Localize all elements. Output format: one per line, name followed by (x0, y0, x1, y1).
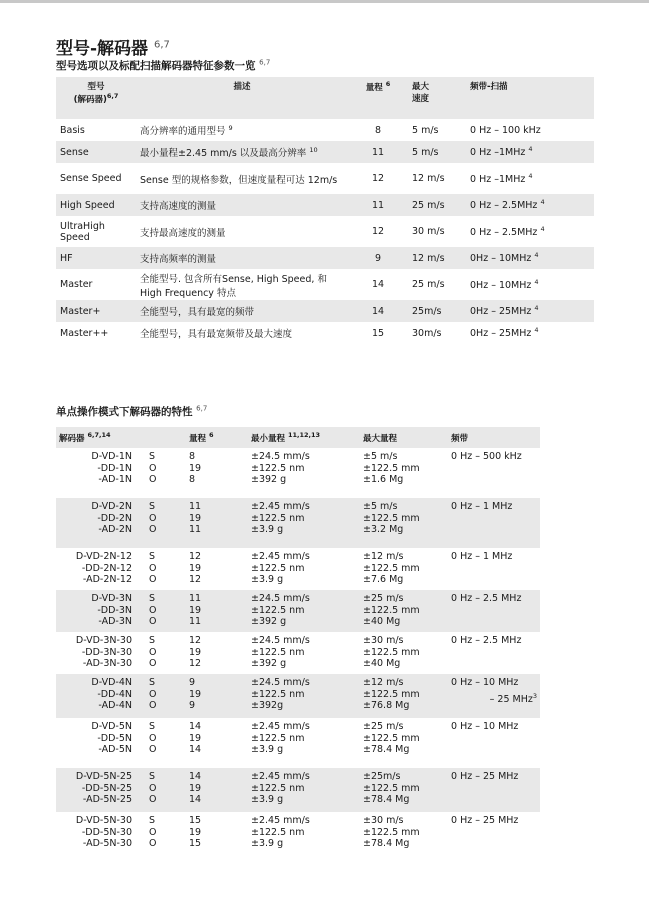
range-cell: 11 19 11 (186, 590, 248, 632)
decoder-code-cell: D-VD-4N -DD-4N -AD-4N (56, 674, 146, 718)
model-cell: HF (56, 247, 136, 269)
range-cell: 14 (371, 279, 385, 290)
model-cell: Basis (60, 124, 85, 136)
mode-cell: S O O (149, 451, 157, 486)
band-cell: 0Hz – 10MHz $^4$ (470, 277, 539, 292)
mode-header (146, 427, 186, 448)
min-range-cell: ±24.5 mm/s ±122.5 nm ±392 g (251, 451, 310, 486)
range-cell: 11 (348, 141, 408, 163)
speed-cell: 5 m/s (408, 141, 466, 163)
max-range-cell: ±12 m/s ±122.5 mm ±7.6 Mg (363, 551, 420, 586)
model-table (56, 77, 594, 344)
desc-cell: 全能型号，具有最宽频带及最大速度 (140, 329, 293, 340)
table-row (56, 163, 594, 194)
band-cell: 0 Hz – 2.5MHz $^4$ (470, 224, 545, 239)
table-row (56, 216, 594, 247)
min-range-cell: ±2.45 mm/s ±122.5 nm ±3.9 g (248, 498, 360, 548)
table-row (56, 300, 594, 322)
decoder-code-cell: D-VD-5N -DD-5N -AD-5N (91, 721, 132, 756)
band-cell: 0 Hz – 25 MHz (448, 768, 540, 812)
band-cell: 0Hz – 25MHz $^4$ (466, 300, 594, 322)
mode-cell: S O O (146, 590, 186, 632)
speed-cell: 12 m/s (408, 247, 466, 269)
min-range-cell: ±2.45 mm/s ±122.5 nm ±3.9 g (251, 551, 310, 586)
min-range-cell: ±2.45 mm/s ±122.5 nm ±3.9 g (251, 815, 310, 850)
desc-cell: 支持最高速度的测量 (140, 227, 226, 239)
max-range-header: 最大量程 (360, 427, 448, 448)
range-cell: 15 (371, 327, 385, 339)
band-cell: 0 Hz – 10 MHz – 25 MHz$^3$ (448, 674, 540, 718)
max-range-cell: ±25 m/s ±122.5 mm ±40 Mg (360, 590, 448, 632)
decoder-header: 解码器 $^{6,7,14}$ (56, 427, 146, 448)
max-range-cell: ±25m/s ±122.5 mm ±78.4 Mg (360, 768, 448, 812)
model-cell: Master+ (56, 300, 136, 322)
desc-cell: 最小量程±2.45 mm/s 以及最高分辨率 $^{10}$ (136, 141, 348, 163)
speed-cell: 25 m/s (408, 194, 466, 216)
range-cell: 9 (348, 247, 408, 269)
table-row (56, 812, 540, 862)
min-range-cell: ±24.5 mm/s ±122.5 nm ±392 g (251, 635, 310, 670)
band-cell: 0 Hz – 10 MHz (451, 721, 519, 732)
table-row (56, 498, 540, 548)
desc-cell: 高分辨率的通用型号 $^9$ (140, 123, 233, 137)
model-header: 型号 (解码器)$^{6,7}$ (56, 77, 136, 119)
max-range-cell: ±5 m/s ±122.5 mm ±3.2 Mg (360, 498, 448, 548)
range-cell: 15 19 15 (189, 815, 202, 850)
band-cell: 0Hz – 25MHz $^4$ (470, 326, 539, 340)
desc-cell: 全能型号，具有最宽的频带 (136, 300, 348, 322)
desc-cell: Sense 型的规格参数，但速度量程可达 12m/s (140, 174, 338, 186)
table-row (56, 141, 594, 163)
model-cell: High Speed (56, 194, 136, 216)
band-cell: 0 Hz – 1 MHz (448, 498, 540, 548)
max-range-cell: ±30 m/s ±122.5 mm ±78.4 Mg (363, 815, 420, 850)
model-cell: UltraHigh Speed (60, 220, 105, 243)
decoder-code-cell: D-VD-1N -DD-1N -AD-1N (91, 451, 132, 486)
range-cell: 14 19 14 (186, 768, 248, 812)
table-row (56, 269, 594, 300)
model-cell: Sense (56, 141, 136, 163)
speed-cell: 30 m/s (412, 226, 445, 237)
speed-cell: 12 m/s (412, 173, 445, 184)
max-range-cell: ±12 m/s ±122.5 mm ±76.8 Mg (360, 674, 448, 718)
band-cell: 0 Hz – 2.5 MHz (448, 590, 540, 632)
band-cell: 0 Hz – 100 kHz (470, 125, 541, 137)
table2-caption: 单点操作模式下解码器的特性 $^{6,7}$ (56, 404, 208, 418)
range-cell: 11 (348, 194, 408, 216)
band-cell: 0 Hz – 500 kHz (451, 451, 522, 462)
model-cell: Master++ (60, 327, 109, 339)
band-cell: 0 Hz –1MHz $^4$ (466, 141, 594, 163)
table-row (56, 674, 540, 718)
decoder-code-cell: D-VD-3N-30 -DD-3N-30 -AD-3N-30 (75, 635, 132, 670)
table-row (56, 322, 594, 344)
band-cell: 0 Hz – 2.5MHz $^4$ (466, 194, 594, 216)
table-row (56, 119, 594, 141)
band-cell: 0 Hz – 25 MHz (451, 815, 519, 826)
model-cell: Master (60, 279, 93, 290)
speed-cell: 5 m/s (412, 124, 439, 136)
table-row (56, 448, 540, 498)
mode-cell: S O O (149, 635, 157, 670)
band-cell: 0 Hz – 1 MHz (451, 551, 513, 562)
decoder-code-cell: D-VD-2N -DD-2N -AD-2N (56, 498, 146, 548)
decoder-code-cell: D-VD-3N -DD-3N -AD-3N (56, 590, 146, 632)
min-range-cell: ±2.45 mm/s ±122.5 nm ±3.9 g (251, 721, 310, 756)
table-row (56, 590, 540, 632)
range-cell: 12 (371, 226, 385, 237)
table1-caption: 型号选项以及标配扫描解码器特征参数一览 $^{6,7}$ (56, 58, 271, 72)
decoder-code-cell: D-VD-5N-30 -DD-5N-30 -AD-5N-30 (75, 815, 132, 850)
desc-cell: 全能型号. 包含所有Sense, High Speed, 和 High Frequency 特点 (140, 273, 327, 299)
desc-cell: 支持高频率的测量 (136, 247, 348, 269)
min-range-cell: ±2.45 mm/s ±122.5 nm ±3.9 g (248, 768, 360, 812)
range-cell: 14 (348, 300, 408, 322)
table-row (56, 247, 594, 269)
range-header-2: 量程 $^6$ (186, 427, 248, 448)
decoder-table (56, 427, 540, 862)
table-row (56, 548, 540, 590)
range-cell: 9 19 9 (186, 674, 248, 718)
range-cell: 8 19 8 (189, 451, 202, 486)
max-range-cell: ±25 m/s ±122.5 mm ±78.4 Mg (363, 721, 420, 756)
decoder-code-cell: D-VD-2N-12 -DD-2N-12 -AD-2N-12 (75, 551, 132, 586)
range-cell: 12 (371, 173, 385, 184)
top-rule (0, 0, 649, 3)
mode-cell: S O O (146, 674, 186, 718)
range-cell: 12 19 12 (189, 551, 202, 586)
desc-header: 描述 (136, 77, 348, 119)
decoder-code-cell: D-VD-5N-25 -DD-5N-25 -AD-5N-25 (56, 768, 146, 812)
max-range-cell: ±30 m/s ±122.5 mm ±40 Mg (363, 635, 420, 670)
table-row (56, 632, 540, 674)
range-cell: 8 (374, 124, 382, 136)
range-cell: 11 19 11 (186, 498, 248, 548)
model-cell: Sense Speed (60, 173, 122, 184)
speed-cell: 25 m/s (412, 279, 445, 290)
speed-header: 最大 速度 (408, 77, 466, 119)
min-range-header: 最小量程 $^{11,12,13}$ (248, 427, 360, 448)
table-row (56, 194, 594, 216)
range-cell: 12 19 12 (189, 635, 202, 670)
band-cell: 0 Hz – 2.5 MHz (451, 635, 522, 646)
min-range-cell: ±24.5 mm/s ±122.5 nm ±392 g (248, 590, 360, 632)
speed-cell: 25m/s (408, 300, 466, 322)
max-range-cell: ±5 m/s ±122.5 mm ±1.6 Mg (363, 451, 420, 486)
band-header-2: 频带 (448, 427, 540, 448)
table-row (56, 718, 540, 768)
page-title: 型号-解码器 $^{6,7}$ (56, 39, 170, 59)
mode-cell: S O O (146, 768, 186, 812)
band-cell: 0 Hz –1MHz $^4$ (470, 171, 533, 186)
table-row (56, 768, 540, 812)
mode-cell: S O O (149, 815, 157, 850)
desc-cell: 支持高速度的测量 (136, 194, 348, 216)
speed-cell: 30m/s (412, 327, 442, 339)
mode-cell: S O O (149, 551, 157, 586)
band-header: 频带-扫描 (466, 77, 594, 119)
mode-cell: S O O (146, 498, 186, 548)
band-cell: 0Hz – 10MHz $^4$ (466, 247, 594, 269)
range-header: 量程 $^6$ (348, 77, 408, 119)
min-range-cell: ±24.5 mm/s ±122.5 nm ±392g (248, 674, 360, 718)
mode-cell: S O O (149, 721, 157, 756)
range-cell: 14 19 14 (189, 721, 202, 756)
